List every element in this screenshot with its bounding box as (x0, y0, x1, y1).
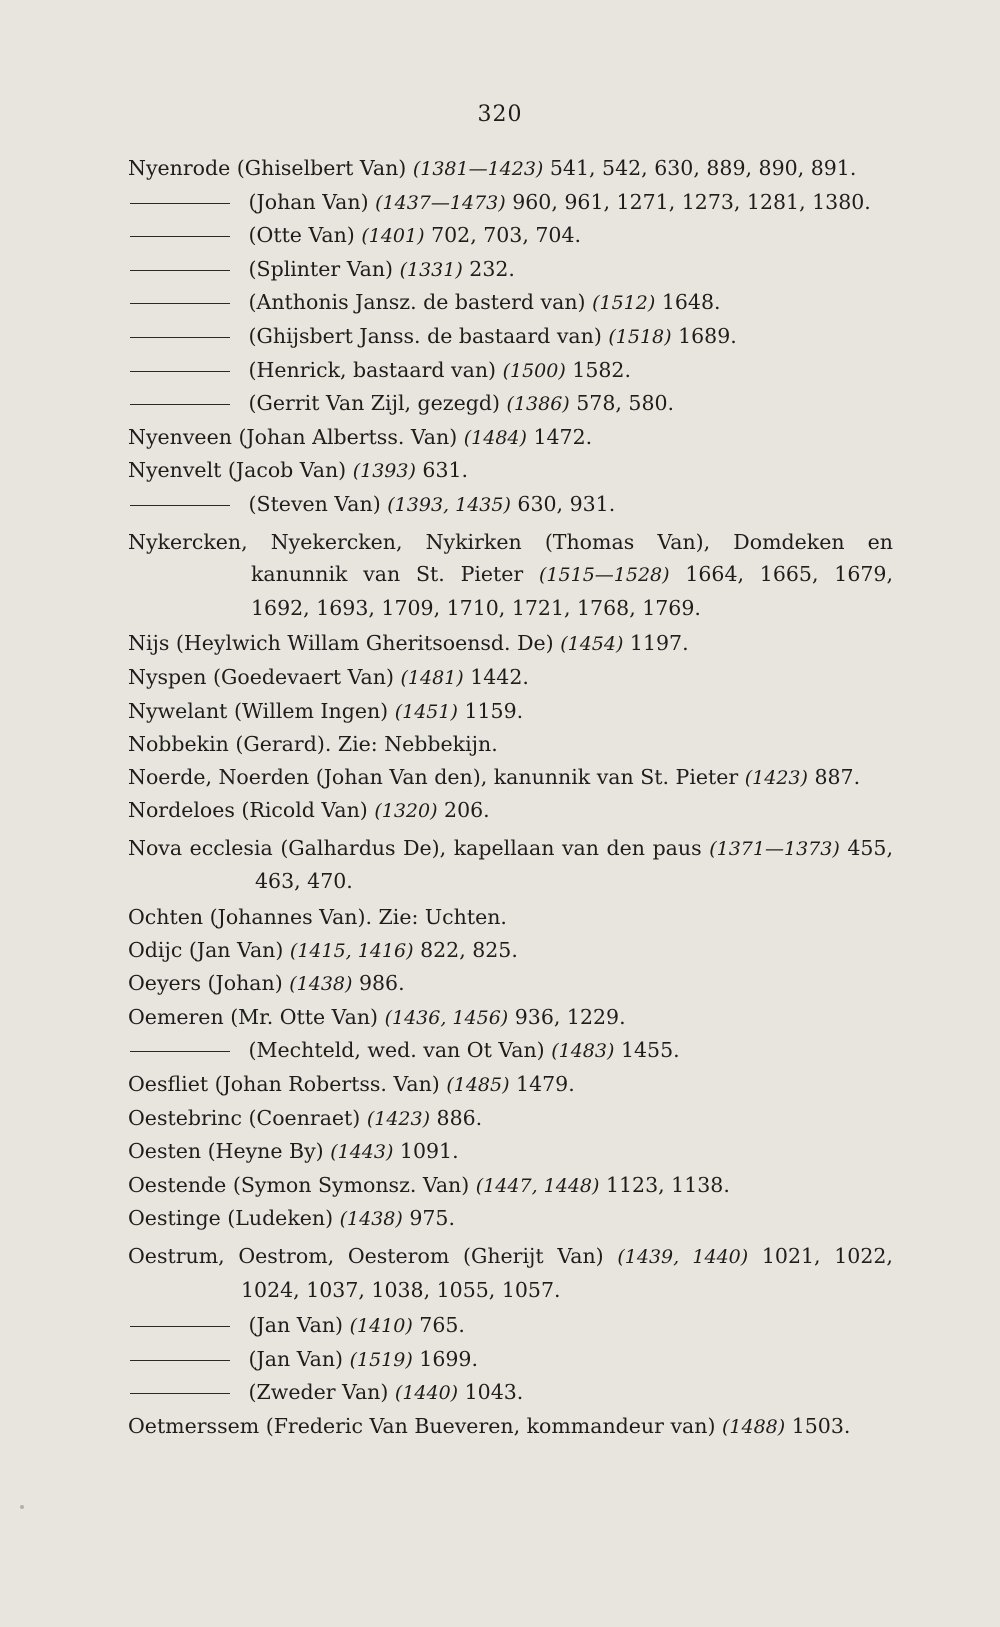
index-entry (128, 1068, 893, 1102)
index-entry (128, 488, 893, 522)
entry-years: (1483) (551, 1040, 615, 1063)
entry-refs: 702, 703, 704. (431, 223, 582, 248)
entry-refs: 1664, 1665, 1679, 1692, 1693, 1709, 1710, 1721, 1768, 1769. (251, 562, 893, 620)
index-entry (128, 186, 893, 220)
entry-years: (1381—1423) (412, 158, 544, 180)
entry-refs: 986. (358, 971, 405, 996)
index-entry (128, 1034, 893, 1068)
entry-name: (Splinter Van) (248, 256, 394, 281)
entry-head: Oesten (128, 1139, 202, 1164)
entry-years: (1415, 1416) (289, 939, 414, 962)
entry-name: (Willem Ingen) (233, 698, 389, 723)
entry-refs: 1442. (470, 664, 529, 689)
ditto-dash (130, 1393, 230, 1394)
entry-years: (1454) (560, 633, 624, 656)
index-entry (128, 1169, 893, 1203)
entry-name: (Frederic Van Bueveren, kommandeur van) (265, 1413, 716, 1438)
entry-refs: 455, 463, 470. (255, 835, 893, 894)
entry-name: (Johan Robertss. Van) (214, 1072, 440, 1097)
entry-years: (1481) (400, 666, 464, 689)
entry-refs: 822, 825. (420, 937, 518, 962)
entry-head: Oestinge (128, 1206, 221, 1231)
entry-years: (1438) (339, 1208, 403, 1231)
entry-refs: 541, 542, 630, 889, 890, 891. (549, 156, 857, 180)
entry-years: (1386) (506, 393, 570, 416)
entry-head: Oeyers (128, 971, 201, 996)
index-entries (128, 152, 893, 1444)
entry-years: (1447, 1448) (475, 1174, 600, 1197)
entry-name: (Johan) (207, 971, 283, 996)
entry-name: (Gerrit Van Zijl, gezegd) (248, 391, 500, 416)
index-entry (128, 286, 893, 320)
entry-name: (Ricold Van) (241, 798, 368, 823)
entry-years: (1371—1373) (709, 837, 840, 860)
entry-refs: 1123, 1138. (605, 1172, 730, 1197)
entry-years: (1515—1528) (539, 564, 670, 587)
entry-refs: 975. (409, 1206, 455, 1231)
entry-name: (Jan Van) (188, 937, 284, 962)
index-entry (128, 1309, 893, 1343)
entry-name: (Jan Van) (248, 1346, 344, 1371)
entry-head: Oetmerssem (128, 1413, 260, 1438)
entry-years: (1519) (349, 1348, 413, 1371)
entry-head: Noerde, Noerden (128, 764, 310, 789)
entry-head: Nywelant (128, 698, 228, 723)
entry-head: Oemeren (128, 1004, 224, 1029)
entry-refs: 886. (436, 1105, 483, 1130)
index-entry (128, 253, 893, 287)
entry-head: Nova ecclesia (128, 835, 273, 860)
index-entry (128, 1001, 893, 1035)
index-entry (128, 354, 893, 388)
index-entry (128, 1410, 893, 1444)
entry-years: (1423) (744, 766, 808, 789)
entry-refs: 765. (419, 1313, 465, 1338)
entry-years: (1488) (721, 1415, 786, 1438)
index-entry (128, 832, 893, 898)
index-entry (128, 934, 893, 968)
index-entry (128, 901, 893, 934)
entry-head: Oestrum, Oestrom, Oesterom (128, 1244, 450, 1268)
entry-years: (1436, 1456) (384, 1006, 509, 1029)
index-entry (128, 661, 893, 695)
ditto-dash (130, 270, 230, 271)
ditto-dash (130, 1326, 230, 1327)
index-entry (128, 761, 893, 795)
entry-refs: 887. (814, 764, 861, 789)
entry-name: (Mechteld, wed. van Ot Van) (248, 1038, 545, 1063)
index-entry (128, 967, 893, 1001)
entry-name: (Galhardus De), kapellaan van den paus (280, 835, 702, 860)
entry-refs: 232. (469, 256, 515, 281)
entry-name: (Henrick, bastaard van) (248, 357, 497, 382)
index-entry (128, 728, 893, 761)
entry-refs: 1197. (629, 631, 689, 656)
paper-spot (20, 1505, 24, 1509)
index-entry (128, 526, 893, 625)
entry-name: (Johan Van) (248, 189, 369, 214)
entry-years: (1484) (463, 426, 527, 449)
ditto-dash (130, 404, 230, 405)
entry-name: (Ghiselbert Van) (236, 156, 407, 180)
entry-years: (1423) (366, 1107, 430, 1130)
index-entry (128, 1202, 893, 1236)
index-entry (128, 1135, 893, 1169)
index-entry (128, 794, 893, 828)
ditto-dash (130, 203, 230, 204)
entry-name: (Ghijsbert Janss. de bastaard van) (248, 323, 602, 348)
entry-head: Ochten (128, 905, 204, 930)
entry-years: (1439, 1440) (617, 1246, 749, 1268)
index-entry (128, 387, 893, 421)
entry-years: (1485) (446, 1074, 510, 1097)
entry-years: (1443) (330, 1141, 394, 1164)
entry-refs: 206. (444, 798, 490, 823)
entry-years: (1438) (289, 973, 353, 996)
entry-years: (1451) (394, 700, 458, 723)
index-entry (128, 152, 893, 186)
entry-years: (1518) (608, 325, 672, 348)
entry-years: (1320) (374, 800, 438, 823)
entry-refs: 1455. (620, 1038, 680, 1063)
entry-years: (1437—1473) (375, 191, 506, 214)
index-entry (128, 1343, 893, 1377)
index-entry (128, 421, 893, 455)
entry-name: (Otte Van) (248, 223, 355, 248)
entry-name: (Ludeken) (227, 1206, 334, 1231)
entry-years: (1410) (349, 1315, 413, 1338)
entry-name: (Steven Van) (248, 491, 381, 516)
entry-name: (Johan Albertss. Van) (238, 424, 458, 449)
entry-head: Oestebrinc (128, 1105, 242, 1130)
ditto-dash (130, 1051, 230, 1052)
entry-years: (1393, 1435) (387, 493, 511, 516)
entry-head: Oestende (128, 1172, 227, 1197)
ditto-dash (130, 371, 230, 372)
ditto-dash (130, 303, 230, 304)
entry-refs: 631. (422, 458, 469, 483)
entry-years: (1512) (592, 292, 656, 315)
entry-name: (Johan Van den), kanunnik van St. Pieter (315, 764, 739, 789)
entry-name: (Symon Symonsz. Van) (232, 1172, 470, 1197)
entry-head: Odijc (128, 937, 183, 962)
entry-head: Nyspen (128, 664, 207, 689)
index-entry (128, 219, 893, 253)
entry-years: (1440) (394, 1382, 459, 1405)
entry-name: (Gherijt Van) (462, 1244, 604, 1268)
entry-refs: 1689. (678, 323, 737, 348)
index-entry (128, 695, 893, 729)
entry-head: Nijs (128, 631, 170, 656)
entry-name: (Thomas Van), Domdeken en kanunnik van St. Pieter (251, 529, 893, 587)
entry-name: (Heyne By) (207, 1139, 324, 1164)
entry-refs: 1648. (661, 290, 721, 315)
entry-years: (1331) (399, 258, 463, 281)
entry-years: (1500) (502, 359, 566, 382)
entry-refs: 1472. (533, 424, 593, 449)
ditto-dash (130, 505, 230, 506)
entry-head: Oesfliet (128, 1072, 209, 1097)
page-number: 320 (477, 102, 523, 127)
index-entry (128, 1376, 893, 1410)
entry-head: Nordeloes (128, 798, 235, 823)
entry-refs: 1479. (516, 1072, 575, 1097)
index-entry (128, 320, 893, 354)
entry-name: (Mr. Otte Van) (230, 1004, 379, 1029)
entry-name: (Anthonis Jansz. de basterd van) (248, 290, 586, 315)
entry-refs: 1021, 1022, 1024, 1037, 1038, 1055, 1057. (241, 1244, 893, 1302)
entry-head: Nyenvelt (128, 458, 222, 483)
entry-refs: 1159. (464, 698, 524, 723)
index-entry (128, 1102, 893, 1136)
entry-refs: 1091. (399, 1139, 459, 1164)
entry-refs: 960, 961, 1271, 1273, 1281, 1380. (512, 189, 871, 214)
entry-name: (Jan Van) (248, 1313, 344, 1338)
entry-name: (Gerard). Zie: Nebbekijn. (235, 732, 498, 757)
entry-refs: 1699. (419, 1346, 478, 1371)
entry-name: (Jacob Van) (227, 458, 347, 483)
ditto-dash (130, 236, 230, 237)
index-entry (128, 454, 893, 488)
entry-head: Nyenveen (128, 424, 232, 449)
entry-years: (1393) (352, 460, 416, 483)
entry-name: (Johannes Van). Zie: Uchten. (209, 905, 507, 930)
ditto-dash (130, 337, 230, 338)
entry-head: Nyenrode (128, 156, 231, 180)
ditto-dash (130, 1360, 230, 1361)
entry-name: (Heylwich Willam Gheritsoensd. De) (175, 631, 554, 656)
entry-refs: 936, 1229. (514, 1004, 626, 1029)
entry-refs: 1582. (572, 357, 631, 382)
entry-refs: 1043. (464, 1380, 524, 1405)
entry-head: Nykercken, Nyekercken, Nykirken (128, 529, 522, 554)
entry-name: (Zweder Van) (248, 1380, 389, 1405)
entry-name: (Coenraet) (248, 1105, 361, 1130)
entry-refs: 578, 580. (576, 391, 675, 416)
index-entry (128, 627, 893, 661)
entry-head: Nobbekin (128, 732, 229, 757)
entry-refs: 1503. (791, 1413, 851, 1438)
entry-years: (1401) (361, 225, 425, 248)
index-entry (128, 1240, 893, 1306)
entry-refs: 630, 931. (517, 491, 616, 516)
entry-name: (Goedevaert Van) (213, 664, 394, 689)
